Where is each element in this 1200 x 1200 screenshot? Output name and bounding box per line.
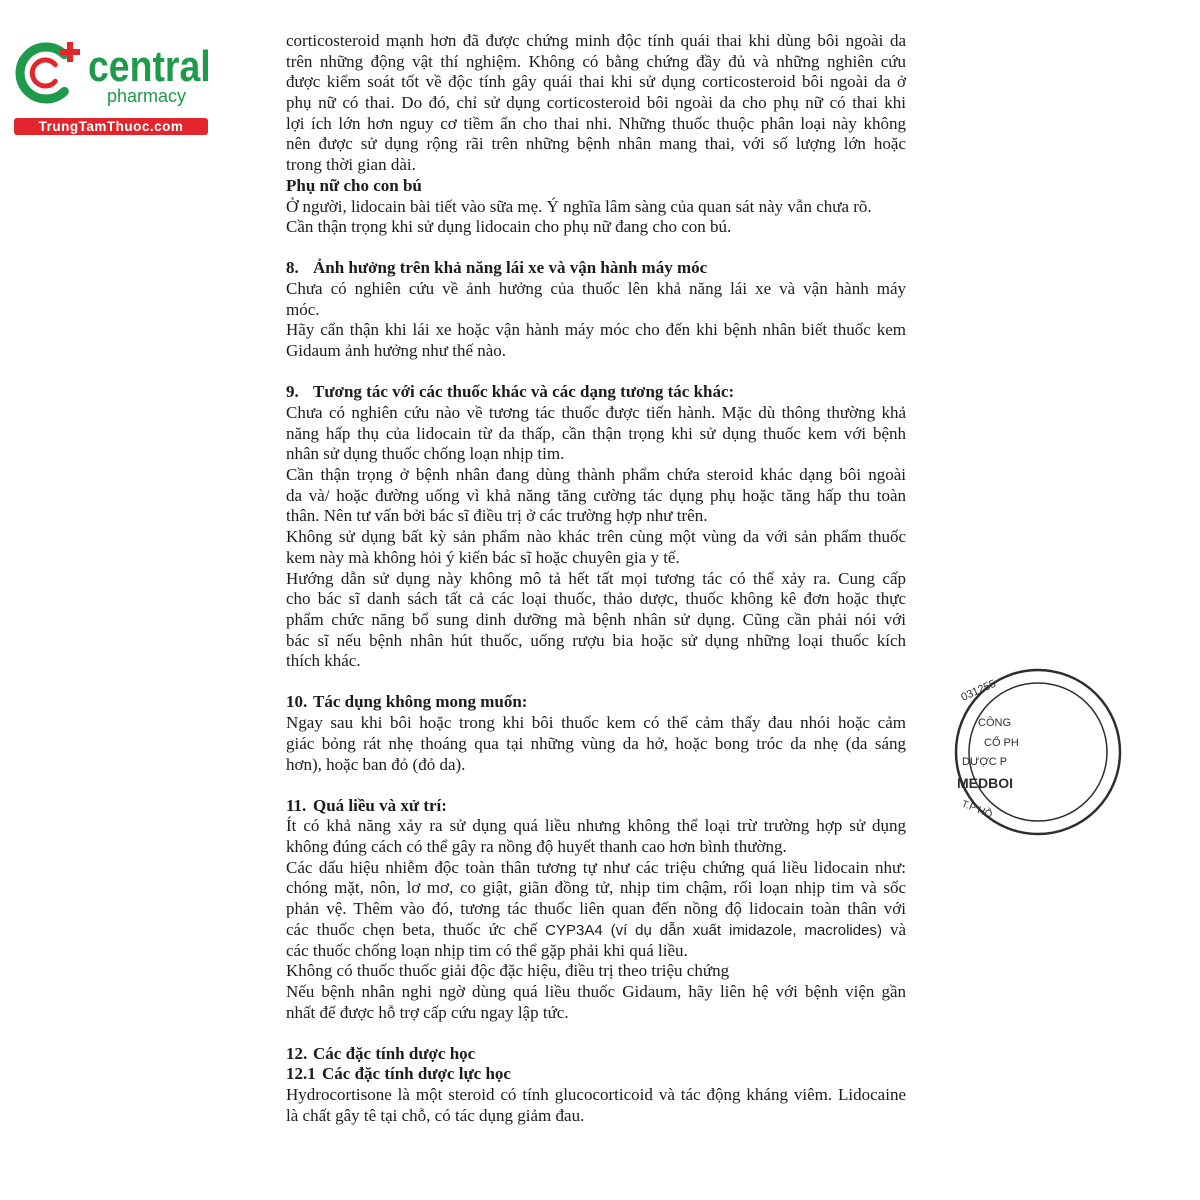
logo-plus-icon xyxy=(60,42,80,62)
text-line: được kiểm soát tốt về độc tính gây quái thai khi sử dụng corticosteroid bôi ngoài da ở xyxy=(286,72,906,92)
text-line: Hãy cẩn thận khi lái xe hoặc vận hành máy móc cho đến khi bệnh nhân biết thuốc kem xyxy=(286,320,906,340)
text-line: Ngay sau khi bôi hoặc trong khi bôi thuốc kem có thể cảm thấy đau nhói hoặc cảm xyxy=(286,713,906,733)
cyp-line-after: và xyxy=(881,919,906,939)
section-9 xyxy=(286,382,906,672)
stamp-line-1: CÔNG xyxy=(978,717,1011,729)
section-number: 8. xyxy=(286,258,299,278)
text-line: các thuốc chống loạn nhịp tim có thể gặp phải khi quá liều. xyxy=(286,940,688,960)
text-line: Hướng dẫn sử dụng này không mô tả hết tất mọi tương tác có thể xảy ra. Cung cấp xyxy=(286,568,906,588)
section-number: 11. xyxy=(286,795,307,815)
text-line: nhất để được hỗ trợ cấp cứu ngay lập tức. xyxy=(286,1002,569,1022)
text-line: Không sử dụng bất kỳ sản phẩm nào khác trên cùng một vùng da với sản phẩm thuốc xyxy=(286,527,906,547)
breastfeeding-section xyxy=(286,176,906,238)
text-line: Cần thận trọng ở bệnh nhân đang dùng thành phẩm chứa steroid khác dạng bôi ngoài xyxy=(286,465,906,485)
text-line: lợi ích lớn hơn nguy cơ tiềm ẩn cho thai nhi. Những thuốc thuộc phân loại này không xyxy=(286,113,906,133)
cyp-line-before: các thuốc chẹn beta, thuốc ức chế xyxy=(286,919,546,939)
text-line: kem này mà không hỏi ý kiến bác sĩ hoặc chuyên gia y tế. xyxy=(286,547,680,567)
text-line: da và/ hoặc đường uống vì khả năng tăng cường tác dụng phụ hoặc tăng hấp thu toàn xyxy=(286,485,906,505)
stamp-line-3: DƯỢC P xyxy=(962,756,1008,768)
text-line: chóng mặt, nôn, lơ mơ, co giật, giãn đồng tử, nhịp tim chậm, rối loạn nhịp tim và sốc xyxy=(286,878,906,898)
section-heading xyxy=(286,382,906,403)
section-title: Quá liều và xử trí: xyxy=(313,795,447,815)
section-heading xyxy=(286,692,906,713)
stamp-number: 031255 xyxy=(959,677,998,704)
section-11 xyxy=(286,796,906,1024)
text-line: hơn), hoặc ban đỏ (đỏ da). xyxy=(286,754,466,774)
text-line: Chưa có nghiên cứu về ảnh hưởng của thuốc lên khả năng lái xe và vận hành máy xyxy=(286,279,906,299)
text-line: corticosteroid mạnh hơn đã được chứng minh độc tính quái thai khi dùng bôi ngoài da xyxy=(286,31,906,50)
text-line: thân. Nên tư vấn bởi bác sĩ điều trị ở các trường hợp như trên. xyxy=(286,506,708,526)
stamp-city: T.P HỒ xyxy=(959,798,994,821)
text-line: cho bác sĩ danh sách tất cả các loại thuốc, thảo dược, thuốc không kê đơn hoặc thực xyxy=(286,589,906,609)
section-number: 10. xyxy=(286,692,308,712)
text-line: phẩm chức năng bổ sung dinh dưỡng mà bệnh nhân sử dụng. Cũng cần phải nói với xyxy=(286,609,906,629)
text-line: nhân sử dụng thuốc chống loạn nhịp tim. xyxy=(286,444,565,464)
text-line: Gidaum ảnh hưởng như thế nào. xyxy=(286,341,507,361)
text-line: phụ nữ có thai. Do đó, chỉ sử dụng corticosteroid bôi ngoài da cho phụ nữ có thai khi xyxy=(286,93,906,113)
stamp-inner-ring xyxy=(969,683,1107,821)
document-page xyxy=(286,31,906,1127)
cyp-line-highlight: CYP3A4 (ví dụ dẫn xuất imidazole, macrolides) xyxy=(545,921,882,939)
text-line: nên được sử dụng rộng rãi trên những bệnh nhân mang thai, với số lượng lớn hoặc xyxy=(286,134,906,154)
text-line: Ở người, lidocain bài tiết vào sữa mẹ. Ý nghĩa lâm sàng của quan sát này vẫn chưa rõ. xyxy=(286,196,872,216)
intro-paragraph xyxy=(286,31,906,176)
text-line: trong thời gian dài. xyxy=(286,155,416,175)
section-title: Các đặc tính dược học xyxy=(313,1043,476,1063)
text-line: không đúng cách có thể gây ra nồng độ huyết thanh cao hơn bình thường. xyxy=(286,837,787,857)
text-line-cyp xyxy=(286,920,906,941)
company-stamp xyxy=(948,668,1019,838)
section-title: Ảnh hưởng trên khả năng lái xe và vận hành máy móc xyxy=(313,258,708,278)
logo-website-badge: TrungTamThuoc.com xyxy=(14,118,208,135)
text-line: Nếu bệnh nhân nghi ngờ dùng quá liều thuốc Gidaum, hãy liên hệ với bệnh viện gần xyxy=(286,981,906,1001)
section-number: 12. xyxy=(286,1043,308,1063)
section-number: 9. xyxy=(286,382,299,402)
logo-green-c-arc xyxy=(20,47,64,99)
text-line: năng hấp thụ của lidocain từ da thấp, cần thận trọng khi sử dụng thuốc kem với bệnh xyxy=(286,423,906,443)
text-line: bác sĩ nếu bệnh nhân hút thuốc, uống rượu bia hoặc sử dụng những loại thuốc kích xyxy=(286,630,906,650)
section-heading xyxy=(286,1044,906,1065)
logo-brand-name: central xyxy=(88,42,211,91)
logo-tagline: pharmacy xyxy=(107,86,187,106)
text-line: Cần thận trọng khi sử dụng lidocain cho phụ nữ đang cho con bú. xyxy=(286,217,732,237)
stamp-line-4: MEDBOI xyxy=(957,775,1013,791)
section-title: Tác dụng không mong muốn: xyxy=(313,692,528,712)
text-line: móc. xyxy=(286,299,320,319)
section-heading xyxy=(286,258,906,279)
text-line: Các dấu hiệu nhiễm độc toàn thân tương tự như các triệu chứng quá liều lidocain như: xyxy=(286,857,906,877)
text-line: thích khác. xyxy=(286,651,361,671)
text-line: Ít có khả năng xảy ra sử dụng quá liều nhưng không thể loại trừ trường hợp sử dụng xyxy=(286,816,906,836)
stamp-line-2: CỔ PH xyxy=(984,737,1019,749)
section-heading xyxy=(286,796,906,817)
section-10 xyxy=(286,692,906,775)
section-title: Tương tác với các thuốc khác và các dạng tương tác khác: xyxy=(313,382,735,402)
logo-inner-arc xyxy=(32,60,55,86)
text-line: là chất gây tê tại chỗ, có tác dụng giảm đau. xyxy=(286,1105,585,1125)
subsection-number: 12.1 xyxy=(286,1064,316,1084)
subsection-title: Các đặc tính dược lực học xyxy=(322,1064,511,1084)
subsection-heading xyxy=(286,1064,906,1085)
text-line: Không có thuốc thuốc giải độc đặc hiệu, điều trị theo triệu chứng xyxy=(286,961,730,981)
breastfeeding-heading: Phụ nữ cho con bú xyxy=(286,175,422,195)
text-line: Chưa có nghiên cứu nào về tương tác thuốc được tiến hành. Mặc dù thông thường khả xyxy=(286,403,906,422)
text-line: Hydrocortisone là một steroid có tính glucocorticoid và tác động kháng viêm. Lidocaine xyxy=(286,1085,906,1105)
section-8 xyxy=(286,258,906,361)
central-pharmacy-logo-icon xyxy=(8,36,88,108)
text-line: giác bỏng rát nhẹ thoáng qua tại những vùng da hở, hoặc bong tróc da nhẹ (da sáng xyxy=(286,733,906,753)
text-line: phản vệ. Thêm vào đó, tương tác thuốc liên quan đến nồng độ lidocain toàn thân với xyxy=(286,899,906,919)
section-12 xyxy=(286,1044,906,1127)
text-line: trên những động vật thí nghiệm. Không có bằng chứng đầy đủ và những nghiên cứu xyxy=(286,51,906,71)
